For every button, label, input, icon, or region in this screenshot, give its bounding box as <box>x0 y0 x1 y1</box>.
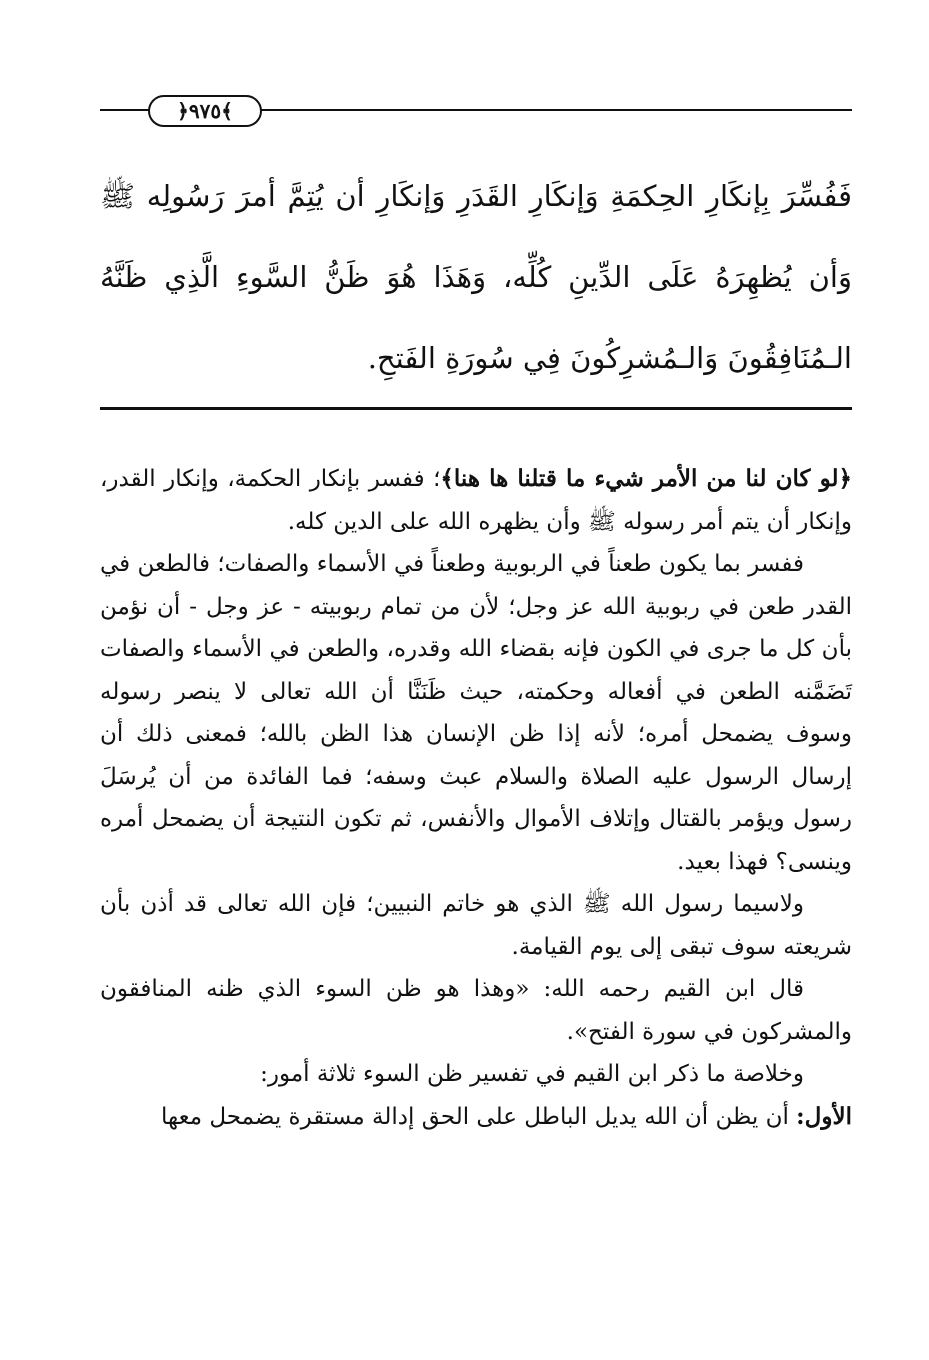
quran-verse: ﴿لو كان لنا من الأمر شيء ما قتلنا ها هنا﴾ <box>440 465 853 492</box>
commentary-paragraph-5: وخلاصة ما ذكر ابن القيم في تفسير ظن السوء ثلاثة أمور: <box>260 1061 804 1087</box>
point-label: الأول: <box>796 1102 852 1130</box>
commentary-paragraph-4: قال ابن القيم رحمه الله: «وهذا هو ظن السوء الذي ظنه المنافقون والمشركون في سورة الفتح». <box>100 976 852 1045</box>
commentary-paragraph-6 <box>100 1096 852 1139</box>
page-header <box>100 92 852 128</box>
commentary-paragraph-1 <box>100 458 852 543</box>
commentary-paragraph-3: ولاسيما رسول الله ﷺ الذي هو خاتم النبيين؛ فإن الله تعالى قد أذن بأن شريعته سوف تبقى إلى يوم القيامة. <box>100 891 852 960</box>
footnote-divider <box>100 407 852 410</box>
quoted-text <box>100 156 852 399</box>
page-number: ﴿٩٧٥﴾ <box>148 95 262 127</box>
paragraph-text: ؛ ففسر بإنكار الحكمة، وإنكار القدر، وإنكار أن يتم أمر رسوله ﷺ وأن يظهره الله على الدين كله. <box>100 466 852 535</box>
commentary-paragraph-2: ففسر بما يكون طعناً في الربوبية وطعناً في الأسماء والصفات؛ فالطعن في القدر طعن في ربوبية الله عز وجل؛ لأن من تمام ربوبيته - عز وجل - أن نؤمن بأن كل ما جرى في الكون فإنه بقضاء الله وقدره، والطعن في الأسماء والصفات تَضَمَّنه الطعن في أفعاله وحكمته، حيث ظَنَنَّا أن الله تعالى لا ينصر رسوله وسوف يضمحل أمره؛ لأنه إذا ظن الإنسان هذا الظن بالله؛ فمعنى ذلك أن إرسال الرسول عليه الصلاة والسلام عبث وسفه؛ فما الفائدة من أن يُرسَلَ رسول ويؤمر بالقتال وإتلاف الأموال والأنفس، ثم تكون النتيجة أن يضمحل أمره وينسى؟ فهذا بعيد. <box>100 551 852 875</box>
commentary <box>100 458 852 1138</box>
quote-paragraph: فَفُسِّرَ بِإنكَارِ الحِكمَةِ وَإنكَارِ القَدَرِ وَإنكَارِ أن يُتِمَّ أمرَ رَسُولِه ﷺ وَأن يُظهِرَهُ عَلَى الدِّينِ كُلِّه، وَهَذَا هُوَ ظَنُّ السَّوءِ الَّذِي ظَنَّهُ الـمُنَافِقُونَ وَالـمُشرِكُونَ فِي سُورَةِ الفَتحِ. <box>100 179 852 375</box>
paragraph-text: أن يظن أن الله يديل الباطل على الحق إدالة مستقرة يضمحل معها <box>161 1103 797 1130</box>
